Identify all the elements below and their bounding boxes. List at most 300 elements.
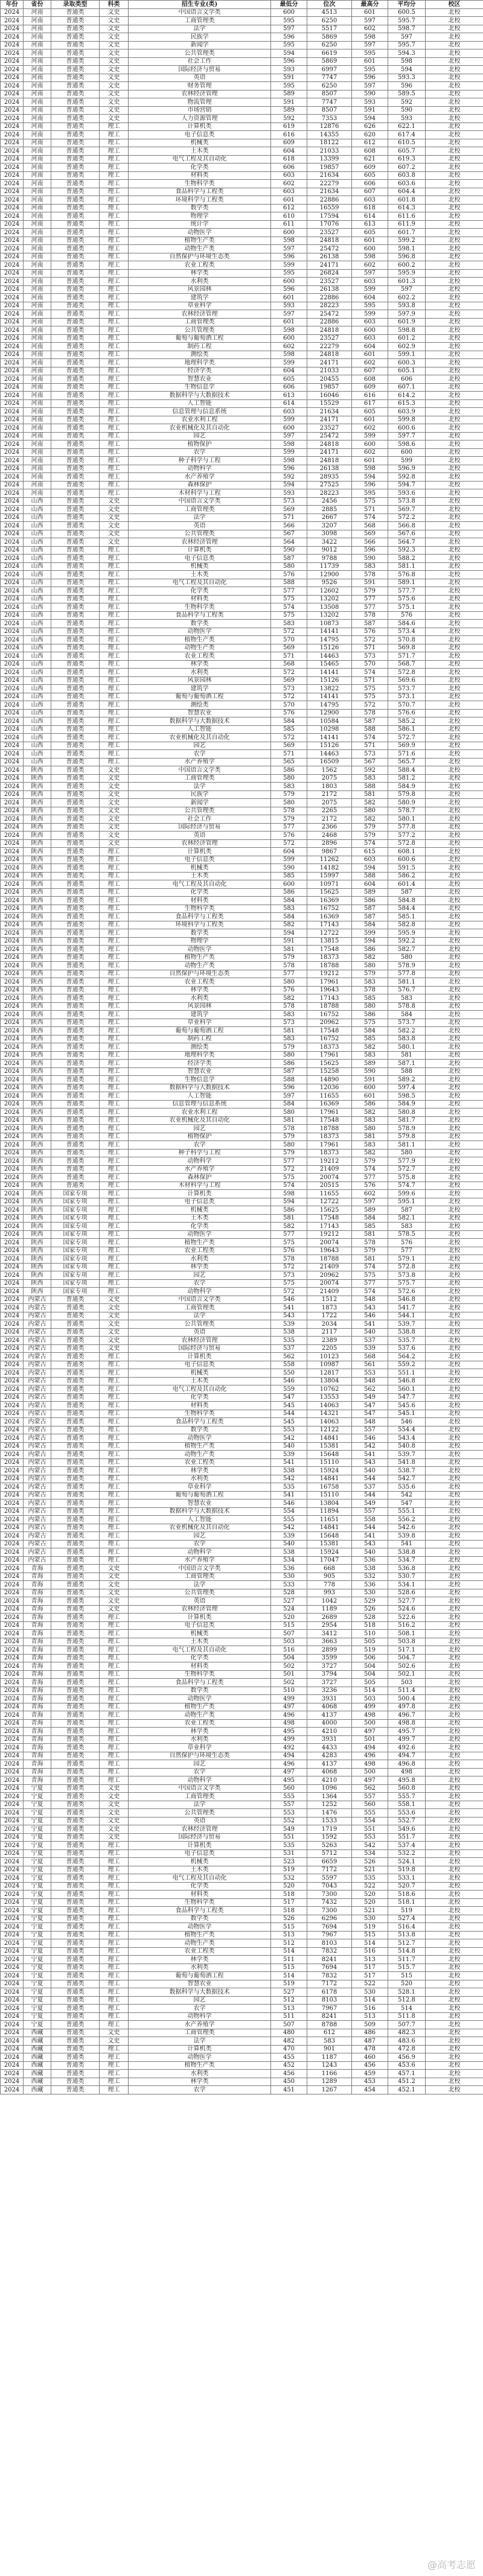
cell-major: 园艺 — [129, 1271, 271, 1280]
cell-avg-score: 601.9 — [388, 318, 426, 326]
cell-year: 2024 — [1, 652, 24, 661]
cell-avg-score: 572.6 — [388, 1288, 426, 1296]
cell-max-score: 621 — [352, 155, 388, 164]
cell-avg-score: 580.8 — [388, 1108, 426, 1117]
cell-max-score: 585 — [352, 994, 388, 1003]
cell-max-score: 478 — [352, 2045, 388, 2053]
cell-major: 农业工程类 — [129, 1247, 271, 1255]
cell-rank: 1364 — [307, 1793, 352, 1801]
cell-campus: 北校 — [426, 1035, 483, 1043]
cell-rank: 18788 — [307, 1125, 352, 1133]
cell-campus: 北校 — [426, 742, 483, 750]
cell-major: 农学 — [129, 1279, 271, 1288]
table-row — [1, 1304, 483, 1312]
cell-province: 青海 — [24, 1573, 51, 1581]
cell-avg-score: 496.8 — [388, 1760, 426, 1769]
cell-province: 河南 — [24, 408, 51, 416]
cell-rank: 19212 — [307, 1230, 352, 1239]
cell-subject: 理工 — [100, 880, 129, 889]
cell-rank: 14463 — [307, 750, 352, 758]
cell-avg-score: 599.1 — [388, 351, 426, 359]
cell-year: 2024 — [1, 1939, 24, 1948]
cell-max-score: 520 — [352, 1898, 388, 1907]
cell-max-score: 616 — [352, 392, 388, 400]
cell-avg-score: 567.6 — [388, 530, 426, 538]
cell-campus: 北校 — [426, 188, 483, 196]
cell-admission-type: 普通类 — [51, 644, 100, 652]
cell-campus: 北校 — [426, 155, 483, 164]
cell-major: 农业工程类 — [129, 1458, 271, 1467]
cell-min-score: 516 — [271, 1646, 307, 1655]
table-row — [1, 823, 483, 832]
cell-avg-score: 577.9 — [388, 1157, 426, 1166]
cell-subject: 理工 — [100, 285, 129, 294]
cell-admission-type: 普通类 — [51, 2029, 100, 2037]
cell-subject: 理工 — [100, 1116, 129, 1125]
cell-year: 2024 — [1, 2005, 24, 2013]
cell-avg-score: 605.7 — [388, 147, 426, 156]
cell-max-score: 518 — [352, 1621, 388, 1630]
cell-max-score: 574 — [352, 1288, 388, 1296]
cell-max-score: 599 — [352, 285, 388, 294]
cell-avg-score: 541 — [388, 1540, 426, 1548]
cell-avg-score: 572.8 — [388, 1263, 426, 1271]
cell-min-score: 598 — [271, 237, 307, 245]
table-row — [1, 147, 483, 156]
table-row — [1, 1475, 483, 1483]
cell-subject: 理工 — [100, 742, 129, 750]
table-row — [1, 294, 483, 302]
cell-min-score: 599 — [271, 856, 307, 864]
cell-year: 2024 — [1, 1532, 24, 1541]
cell-province: 河南 — [24, 41, 51, 49]
cell-rank: 18788 — [307, 1255, 352, 1264]
cell-min-score: 583 — [271, 620, 307, 628]
cell-subject: 理工 — [100, 2045, 129, 2053]
cell-campus: 北校 — [426, 139, 483, 147]
cell-major: 数学类 — [129, 1915, 271, 1923]
table-row — [1, 953, 483, 962]
cell-admission-type: 普通类 — [51, 1067, 100, 1076]
cell-campus: 北校 — [426, 1752, 483, 1760]
cell-avg-score: 576.7 — [388, 986, 426, 994]
cell-campus: 北校 — [426, 245, 483, 253]
table-row — [1, 1931, 483, 1939]
cell-admission-type: 普通类 — [51, 196, 100, 205]
cell-campus: 北校 — [426, 1735, 483, 1744]
cell-campus: 北校 — [426, 1451, 483, 1459]
cell-admission-type: 普通类 — [51, 742, 100, 750]
cell-campus: 北校 — [426, 90, 483, 98]
cell-rank: 14463 — [307, 652, 352, 661]
table-row — [1, 2053, 483, 2062]
cell-campus: 北校 — [426, 880, 483, 889]
cell-max-score: 596 — [352, 481, 388, 489]
cell-year: 2024 — [1, 839, 24, 848]
cell-min-score: 541 — [271, 1304, 307, 1312]
cell-rank: 3727 — [307, 1662, 352, 1671]
cell-min-score: 572 — [271, 734, 307, 742]
cell-rank: 905 — [307, 1573, 352, 1581]
cell-rank: 15110 — [307, 1458, 352, 1467]
cell-max-score: 536 — [352, 1556, 388, 1565]
cell-province: 河南 — [24, 351, 51, 359]
cell-avg-score: 542.7 — [388, 1475, 426, 1483]
cell-province: 河南 — [24, 229, 51, 237]
cell-rank: 612 — [307, 2029, 352, 2037]
cell-subject: 理工 — [100, 1141, 129, 1150]
cell-avg-score: 512.8 — [388, 1996, 426, 2005]
table-row — [1, 1687, 483, 1695]
cell-year: 2024 — [1, 766, 24, 775]
cell-max-score: 594 — [352, 937, 388, 946]
cell-avg-score: 514.8 — [388, 1947, 426, 1956]
cell-major: 电子信息类 — [129, 856, 271, 864]
cell-year: 2024 — [1, 1711, 24, 1720]
table-row — [1, 74, 483, 82]
cell-campus: 北校 — [426, 473, 483, 482]
cell-min-score: 586 — [271, 1206, 307, 1215]
cell-subject: 理工 — [100, 1019, 129, 1027]
cell-min-score: 589 — [271, 106, 307, 115]
cell-max-score: 603 — [352, 856, 388, 864]
cell-subject: 理工 — [100, 1157, 129, 1166]
cell-subject: 理工 — [100, 562, 129, 571]
cell-major: 森林保护 — [129, 1174, 271, 1182]
cell-rank: 4068 — [307, 1768, 352, 1776]
cell-subject: 理工 — [100, 180, 129, 188]
cell-year: 2024 — [1, 676, 24, 685]
cell-max-score: 544 — [352, 1475, 388, 1483]
cell-min-score: 598 — [271, 457, 307, 465]
cell-campus: 北校 — [426, 1679, 483, 1687]
cell-min-score: 596 — [271, 33, 307, 42]
cell-min-score: 567 — [271, 530, 307, 538]
table-row — [1, 188, 483, 196]
cell-major: 测绘类 — [129, 1043, 271, 1052]
table-row — [1, 603, 483, 612]
cell-province: 陕西 — [24, 946, 51, 954]
cell-max-score: 567 — [352, 758, 388, 766]
table-row — [1, 1402, 483, 1410]
cell-min-score: 524 — [271, 1605, 307, 1614]
cell-avg-score: 581.1 — [388, 1141, 426, 1150]
cell-campus: 北校 — [426, 147, 483, 156]
cell-min-score: 553 — [271, 1426, 307, 1434]
cell-min-score: 571 — [271, 750, 307, 758]
cell-avg-score: 572.2 — [388, 514, 426, 522]
cell-major: 智慧农业 — [129, 375, 271, 384]
cell-year: 2024 — [1, 285, 24, 294]
cell-admission-type: 普通类 — [51, 1866, 100, 1874]
cell-major: 葡萄与葡萄酒工程 — [129, 1027, 271, 1035]
cell-max-score: 597 — [352, 41, 388, 49]
cell-province: 山西 — [24, 750, 51, 758]
table-row — [1, 1947, 483, 1956]
cell-province: 内蒙古 — [24, 1320, 51, 1329]
cell-admission-type: 普通类 — [51, 1980, 100, 1988]
table-row — [1, 1116, 483, 1125]
cell-admission-type: 普通类 — [51, 1687, 100, 1695]
cell-subject: 理工 — [100, 734, 129, 742]
cell-province: 河南 — [24, 66, 51, 74]
cell-subject: 理工 — [100, 1067, 129, 1076]
cell-campus: 北校 — [426, 269, 483, 278]
cell-max-score: 583 — [352, 774, 388, 783]
cell-year: 2024 — [1, 1467, 24, 1475]
cell-campus: 北校 — [426, 1141, 483, 1150]
cell-max-score: 501 — [352, 1735, 388, 1744]
cell-province: 内蒙古 — [24, 1491, 51, 1499]
cell-min-score: 606 — [271, 164, 307, 172]
cell-avg-score: 600.6 — [388, 424, 426, 433]
cell-major: 农业工程类 — [129, 652, 271, 661]
cell-min-score: 588 — [271, 579, 307, 587]
cell-admission-type: 普通类 — [51, 856, 100, 864]
table-row — [1, 1011, 483, 1019]
cell-province: 河南 — [24, 375, 51, 384]
table-row — [1, 1849, 483, 1858]
cell-rank: 17143 — [307, 994, 352, 1003]
cell-year: 2024 — [1, 1874, 24, 1883]
cell-year: 2024 — [1, 1972, 24, 1980]
cell-min-score: 546 — [271, 1377, 307, 1385]
cell-major: 材料类 — [129, 897, 271, 905]
cell-max-score: 586 — [352, 946, 388, 954]
cell-subject: 理工 — [100, 1670, 129, 1679]
cell-major: 土木类 — [129, 1377, 271, 1385]
cell-year: 2024 — [1, 465, 24, 473]
table-row — [1, 122, 483, 131]
cell-province: 青海 — [24, 1581, 51, 1589]
cell-admission-type: 普通类 — [51, 497, 100, 506]
cell-major: 食品科学与工程类 — [129, 1907, 271, 1915]
cell-rank: 2034 — [307, 1320, 352, 1329]
table-row — [1, 1891, 483, 1899]
cell-max-score: 577 — [352, 603, 388, 612]
cell-subject: 理工 — [100, 1361, 129, 1369]
cell-major: 植物生产类 — [129, 1239, 271, 1247]
cell-campus: 北校 — [426, 1605, 483, 1614]
cell-admission-type: 普通类 — [51, 1728, 100, 1736]
cell-rank: 1289 — [307, 2078, 352, 2086]
cell-avg-score: 518.6 — [388, 1891, 426, 1899]
cell-province: 山西 — [24, 562, 51, 571]
cell-max-score: 571 — [352, 644, 388, 652]
cell-max-score: 581 — [352, 1230, 388, 1239]
cell-admission-type: 普通类 — [51, 636, 100, 644]
cell-rank: 14141 — [307, 693, 352, 701]
cell-rank: 2885 — [307, 506, 352, 514]
table-row — [1, 1076, 483, 1084]
cell-major: 林学类 — [129, 986, 271, 994]
table-row — [1, 245, 483, 253]
cell-avg-score: 588.4 — [388, 766, 426, 775]
cell-avg-score: 592.3 — [388, 546, 426, 555]
cell-subject: 理工 — [100, 693, 129, 701]
cell-rank: 12900 — [307, 709, 352, 717]
cell-min-score: 545 — [271, 1402, 307, 1410]
cell-province: 青海 — [24, 1695, 51, 1703]
cell-major: 土木类 — [129, 1866, 271, 1874]
cell-subject: 文史 — [100, 790, 129, 799]
cell-min-score: 594 — [271, 49, 307, 58]
cell-year: 2024 — [1, 489, 24, 498]
cell-admission-type: 普通类 — [51, 1849, 100, 1858]
table-row — [1, 807, 483, 815]
cell-year: 2024 — [1, 880, 24, 889]
cell-campus: 北校 — [426, 1891, 483, 1899]
cell-min-score: 598 — [271, 326, 307, 335]
cell-admission-type: 普通类 — [51, 245, 100, 253]
cell-min-score: 616 — [271, 131, 307, 139]
cell-rank: 1042 — [307, 1597, 352, 1606]
cell-admission-type: 普通类 — [51, 1793, 100, 1801]
cell-major: 计算机类 — [129, 1353, 271, 1361]
cell-subject: 文史 — [100, 506, 129, 514]
cell-campus: 北校 — [426, 1849, 483, 1858]
cell-max-score: 595 — [352, 66, 388, 74]
cell-min-score: 537 — [271, 1344, 307, 1353]
cell-major: 机械类 — [129, 864, 271, 873]
cell-min-score: 580 — [271, 799, 307, 807]
cell-avg-score: 579.1 — [388, 1255, 426, 1264]
cell-year: 2024 — [1, 1565, 24, 1573]
cell-campus: 北校 — [426, 497, 483, 506]
cell-campus: 北校 — [426, 115, 483, 123]
cell-year: 2024 — [1, 1230, 24, 1239]
cell-max-score: 561 — [352, 1361, 388, 1369]
cell-avg-score: 576 — [388, 611, 426, 620]
cell-rank: 24818 — [307, 326, 352, 335]
cell-subject: 理工 — [100, 253, 129, 261]
cell-subject: 理工 — [100, 1964, 129, 1972]
cell-admission-type: 普通类 — [51, 587, 100, 596]
cell-max-score: 590 — [352, 1067, 388, 1076]
cell-province: 宁夏 — [24, 1793, 51, 1801]
cell-min-score: 497 — [271, 1768, 307, 1776]
cell-year: 2024 — [1, 978, 24, 987]
cell-major: 动物科学 — [129, 465, 271, 473]
cell-subject: 理工 — [100, 440, 129, 449]
cell-rank: 18373 — [307, 1043, 352, 1052]
cell-avg-score: 555.7 — [388, 1793, 426, 1801]
cell-rank: 1719 — [307, 1825, 352, 1834]
cell-province: 山西 — [24, 734, 51, 742]
cell-campus: 北校 — [426, 1255, 483, 1264]
cell-rank: 13822 — [307, 685, 352, 693]
cell-rank: 1592 — [307, 1833, 352, 1842]
cell-min-score: 494 — [271, 1752, 307, 1760]
cell-year: 2024 — [1, 864, 24, 873]
cell-rank: 12876 — [307, 122, 352, 131]
cell-year: 2024 — [1, 1125, 24, 1133]
cell-campus: 北校 — [426, 1817, 483, 1825]
cell-min-score: 602 — [271, 343, 307, 351]
cell-max-score: 608 — [352, 147, 388, 156]
cell-min-score: 573 — [271, 497, 307, 506]
cell-admission-type: 普通类 — [51, 1361, 100, 1369]
cell-province: 青海 — [24, 1646, 51, 1655]
cell-admission-type: 普通类 — [51, 888, 100, 897]
cell-major: 市场营销 — [129, 106, 271, 115]
cell-avg-score: 578.9 — [388, 1125, 426, 1133]
cell-campus: 北校 — [426, 905, 483, 913]
cell-subject: 文史 — [100, 1825, 129, 1834]
table-body — [1, 8, 483, 2094]
cell-province: 陕西 — [24, 1165, 51, 1174]
cell-major: 林学类 — [129, 1728, 271, 1736]
cell-max-score: 549 — [352, 1393, 388, 1402]
cell-subject: 理工 — [100, 269, 129, 278]
cell-rank: 10762 — [307, 1385, 352, 1394]
cell-min-score: 579 — [271, 1133, 307, 1141]
cell-year: 2024 — [1, 522, 24, 530]
cell-province: 陕西 — [24, 1247, 51, 1255]
table-row — [1, 571, 483, 579]
cell-year: 2024 — [1, 237, 24, 245]
cell-subject: 理工 — [100, 970, 129, 978]
cell-avg-score: 573.7 — [388, 685, 426, 693]
cell-year: 2024 — [1, 1499, 24, 1508]
cell-subject: 理工 — [100, 555, 129, 563]
cell-max-score: 505 — [352, 1638, 388, 1646]
cell-max-score: 578 — [352, 986, 388, 994]
cell-year: 2024 — [1, 937, 24, 946]
cell-subject: 文史 — [100, 815, 129, 824]
cell-campus: 北校 — [426, 994, 483, 1003]
cell-subject: 理工 — [100, 1393, 129, 1402]
cell-avg-score: 577.8 — [388, 823, 426, 832]
cell-major: 生物科学类 — [129, 1670, 271, 1679]
cell-subject: 理工 — [100, 481, 129, 489]
cell-max-score: 577 — [352, 595, 388, 603]
cell-avg-score: 539.7 — [388, 1320, 426, 1329]
cell-max-score: 576 — [352, 628, 388, 636]
cell-rank: 6997 — [307, 66, 352, 74]
cell-province: 内蒙古 — [24, 1467, 51, 1475]
cell-max-score: 496 — [352, 1752, 388, 1760]
cell-province: 河南 — [24, 122, 51, 131]
cell-major: 植物保护 — [129, 1133, 271, 1141]
table-row — [1, 832, 483, 840]
cell-min-score: 618 — [271, 155, 307, 164]
cell-subject: 理工 — [100, 1271, 129, 1280]
cell-campus: 北校 — [426, 1239, 483, 1247]
cell-avg-score: 482.3 — [388, 2029, 426, 2037]
cell-max-score: 587 — [352, 905, 388, 913]
cell-admission-type: 普通类 — [51, 1027, 100, 1035]
cell-major: 新闻学 — [129, 41, 271, 49]
cell-major: 英语 — [129, 1817, 271, 1825]
cell-max-score: 595 — [352, 489, 388, 498]
cell-rank: 2389 — [307, 1337, 352, 1345]
cell-rank: 2205 — [307, 1344, 352, 1353]
cell-rank: 8507 — [307, 106, 352, 115]
table-row — [1, 669, 483, 677]
cell-rank: 22886 — [307, 294, 352, 302]
cell-province: 宁夏 — [24, 2012, 51, 2021]
cell-admission-type: 普通类 — [51, 1499, 100, 1508]
cell-campus: 北校 — [426, 416, 483, 424]
cell-avg-score: 546.8 — [388, 1296, 426, 1304]
cell-max-score: 571 — [352, 506, 388, 514]
cell-min-score: 511 — [271, 1956, 307, 1964]
cell-min-score: 565 — [271, 758, 307, 766]
cell-campus: 北校 — [426, 1206, 483, 1215]
cell-admission-type: 普通类 — [51, 473, 100, 482]
cell-year: 2024 — [1, 815, 24, 824]
